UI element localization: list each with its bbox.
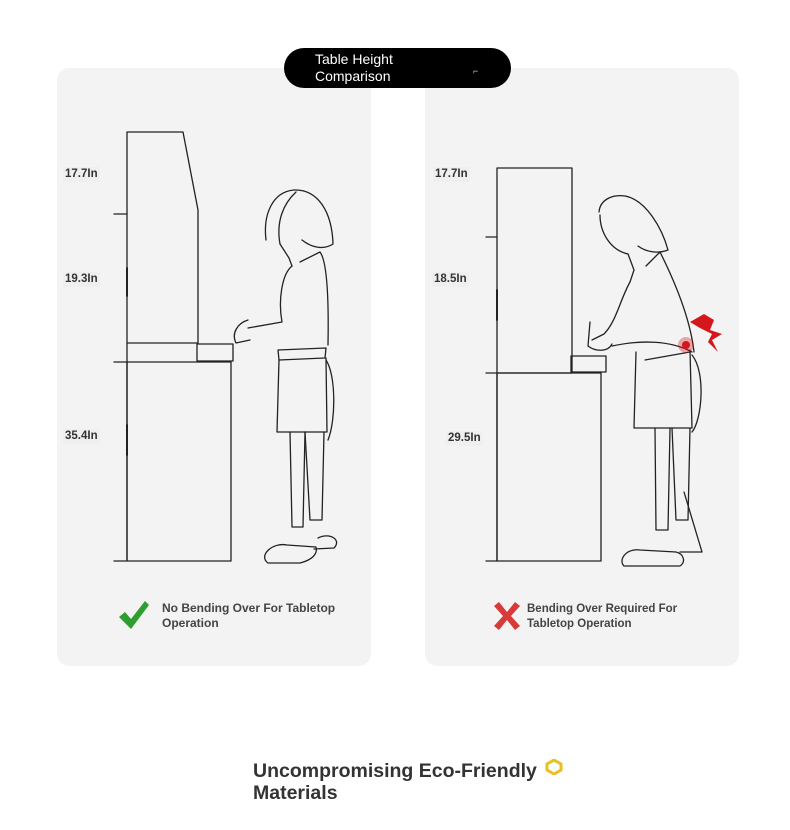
header-title-line2: Comparison	[315, 68, 391, 84]
right-dim-upper-cabinet: 17.7In	[435, 168, 468, 180]
section-title	[253, 760, 543, 804]
cross-icon	[491, 601, 523, 631]
left-person-upright	[234, 190, 336, 563]
right-dim-table-height: 29.5In	[448, 432, 481, 444]
left-table-drawing	[114, 132, 233, 561]
section-title-line1: Uncompromising Eco-Friendly	[253, 760, 537, 782]
right-table-drawing	[486, 168, 606, 561]
right-verdict-text	[527, 602, 677, 632]
left-dim-upper-cabinet: 17.7In	[65, 168, 98, 180]
leaf-icon	[545, 759, 563, 775]
header-title	[284, 48, 511, 88]
right-dim-middle-gap: 18.5In	[434, 273, 467, 285]
left-verdict-text	[162, 601, 335, 631]
left-verdict-line1: No Bending Over For Tabletop	[162, 601, 336, 615]
header-title-line1: Table Height	[315, 51, 393, 67]
right-verdict-line1: Bending Over Required For	[527, 603, 678, 615]
left-dim-table-height: 35.4In	[65, 430, 98, 442]
header-mark: ⌐	[473, 66, 479, 76]
left-verdict-line2: Operation	[162, 616, 219, 630]
check-icon	[117, 599, 151, 631]
back-pain-marker	[678, 314, 722, 353]
left-dim-middle-gap: 19.3In	[65, 273, 98, 285]
right-person-bending	[588, 196, 702, 566]
right-verdict-line2: Tabletop Operation	[527, 618, 632, 630]
section-title-line2: Materials	[253, 782, 338, 804]
